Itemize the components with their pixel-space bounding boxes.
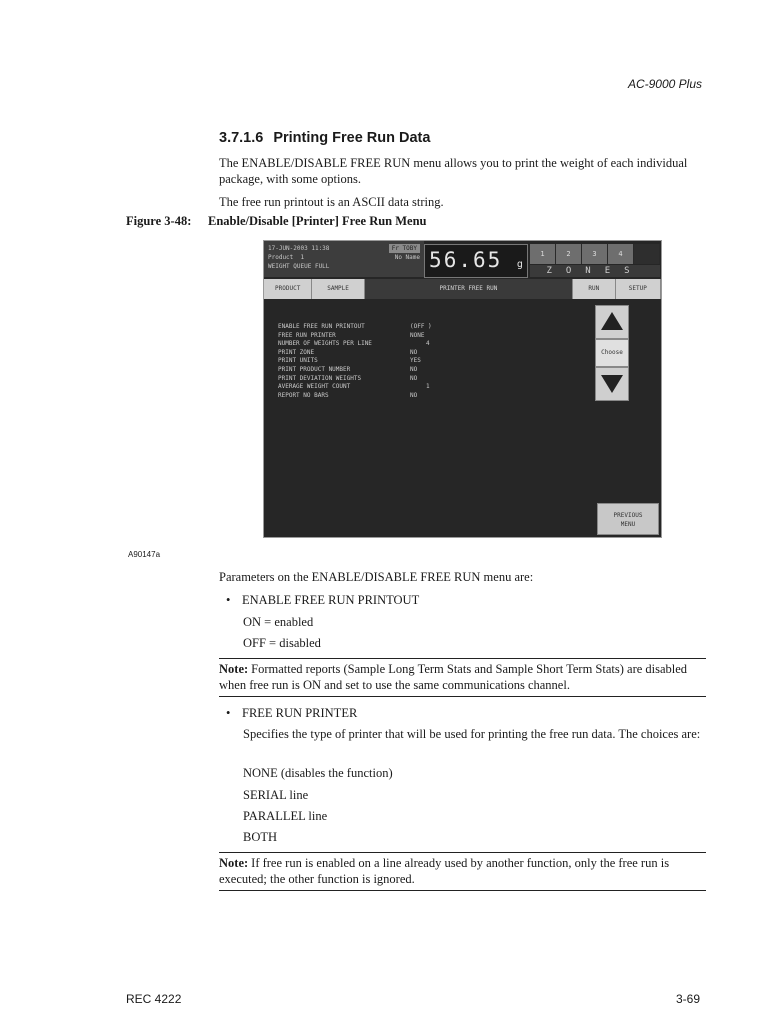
bullet-item-printer: [226, 706, 357, 721]
param-value: NO: [410, 348, 418, 356]
choice-item: NONE (disables the function): [243, 766, 393, 780]
arrow-down-icon: [601, 375, 623, 393]
param-value: NO: [410, 365, 418, 373]
figure-caption: [126, 214, 427, 229]
tab-setup[interactable]: SETUP: [616, 279, 661, 299]
previous-menu-button[interactable]: [597, 503, 659, 535]
tab-printer-free-run[interactable]: PRINTER FREE RUN: [365, 279, 573, 299]
param-row[interactable]: [278, 366, 432, 375]
user-badge: Fr TOBY: [389, 244, 420, 253]
scroll-up-button[interactable]: [595, 305, 629, 339]
note-text: Formatted reports (Sample Long Term Stats and Sample Short Term Stats) are disabled when free run is ON and set to use the same communications channel.: [219, 662, 688, 692]
choice-item: SERIAL line: [243, 788, 309, 802]
choice-item: PARALLEL line: [243, 809, 328, 823]
zone-2[interactable]: 2: [556, 244, 582, 264]
running-header: AC-9000 Plus: [627, 77, 702, 91]
zone-5[interactable]: [634, 244, 660, 264]
param-label: ENABLE FREE RUN PRINTOUT: [278, 323, 365, 330]
param-label: REPORT NO BARS: [278, 391, 329, 399]
param-row[interactable]: [278, 340, 432, 349]
option-on: ON = enabled: [243, 615, 314, 629]
arrow-up-icon: [601, 312, 623, 330]
figure-title: Enable/Disable [Printer] Free Run Menu: [208, 214, 427, 228]
note-label: Note:: [219, 662, 249, 676]
bullet-icon: •: [226, 706, 231, 720]
note-box: [219, 658, 706, 697]
option-off: OFF = disabled: [243, 636, 321, 650]
weight-value: 56.65: [429, 248, 503, 272]
param-row[interactable]: [278, 332, 432, 341]
section-title: Printing Free Run Data: [273, 130, 431, 146]
param-row[interactable]: [278, 357, 432, 366]
note-text: If free run is enabled on a line already used by another function, only the free run is executed; the other function is ignored.: [219, 856, 670, 886]
param-label: PRINT ZONE: [278, 348, 315, 356]
param-value: NONE: [410, 331, 425, 339]
printer-description: Specifies the type of printer that will be used for printing the free run data. The choices are:: [243, 727, 701, 741]
figure-id: A90147a: [128, 550, 161, 559]
param-row[interactable]: [278, 392, 432, 401]
param-label: PRINT DEVIATION WEIGHTS: [278, 374, 362, 382]
param-label: NUMBER OF WEIGHTS PER LINE: [278, 340, 372, 348]
menu-tabs: [264, 279, 661, 299]
parameter-list: [278, 323, 432, 400]
param-row[interactable]: [278, 349, 432, 358]
figure-label: Figure 3-48:: [126, 214, 192, 228]
param-row[interactable]: [278, 323, 432, 332]
status-panel: [264, 241, 424, 277]
param-value: YES: [410, 357, 421, 365]
tab-run[interactable]: RUN: [573, 279, 615, 299]
note-box-2: [219, 852, 706, 891]
param-value: 1: [426, 383, 430, 391]
bullet-title: FREE RUN PRINTER: [242, 706, 358, 720]
param-label: AVERAGE WEIGHT COUNT: [278, 383, 351, 391]
bullet-item-enable: [226, 593, 419, 608]
product-value: 1: [300, 254, 305, 261]
bullet-icon: •: [226, 593, 231, 607]
param-value: NO: [410, 391, 418, 399]
weight-unit: g: [516, 259, 523, 270]
params-intro: Parameters on the ENABLE/DISABLE FREE RUN menu are:: [219, 570, 534, 584]
param-row[interactable]: [278, 383, 432, 392]
tab-sample[interactable]: SAMPLE: [312, 279, 364, 299]
param-label: PRINT UNITS: [278, 357, 318, 365]
datetime: 17-JUN-2003 11:38: [268, 245, 330, 252]
doc-number: REC 4222: [126, 992, 182, 1006]
note-label: Note:: [219, 856, 249, 870]
bullet-title: ENABLE FREE RUN PRINTOUT: [242, 593, 420, 607]
page-number: 3-69: [675, 992, 700, 1006]
zone-1[interactable]: 1: [530, 244, 556, 264]
choice-item: BOTH: [243, 830, 278, 844]
param-label: FREE RUN PRINTER: [278, 331, 336, 339]
param-row[interactable]: [278, 375, 432, 384]
param-value: (OFF ): [410, 323, 432, 330]
choose-button[interactable]: Choose: [595, 339, 629, 367]
product-label: Product: [268, 254, 294, 261]
product-name: No Name: [394, 254, 420, 261]
zone-4[interactable]: 4: [608, 244, 634, 264]
previous-menu-line2: MENU: [620, 521, 636, 528]
param-label: PRINT PRODUCT NUMBER: [278, 365, 351, 373]
intro-paragraph: The ENABLE/DISABLE FREE RUN menu allows you to print the weight of each individual package, with some options.: [219, 156, 688, 186]
section-heading: [219, 130, 440, 146]
tab-product[interactable]: PRODUCT: [264, 279, 312, 299]
weight-display: [424, 244, 528, 278]
queue-status: WEIGHT QUEUE FULL: [268, 263, 330, 270]
param-value: 4: [426, 340, 430, 348]
scroll-down-button[interactable]: [595, 367, 629, 401]
zone-3[interactable]: 3: [582, 244, 608, 264]
zones-label: ZONES: [530, 265, 660, 277]
hmi-screenshot: [263, 240, 662, 538]
zone-number-bar: [530, 244, 660, 264]
previous-menu-line1: PREVIOUS: [613, 512, 643, 519]
section-number: 3.7.1.6: [219, 130, 264, 146]
intro-paragraph-2: The free run printout is an ASCII data string.: [219, 195, 444, 209]
param-value: NO: [410, 374, 418, 382]
